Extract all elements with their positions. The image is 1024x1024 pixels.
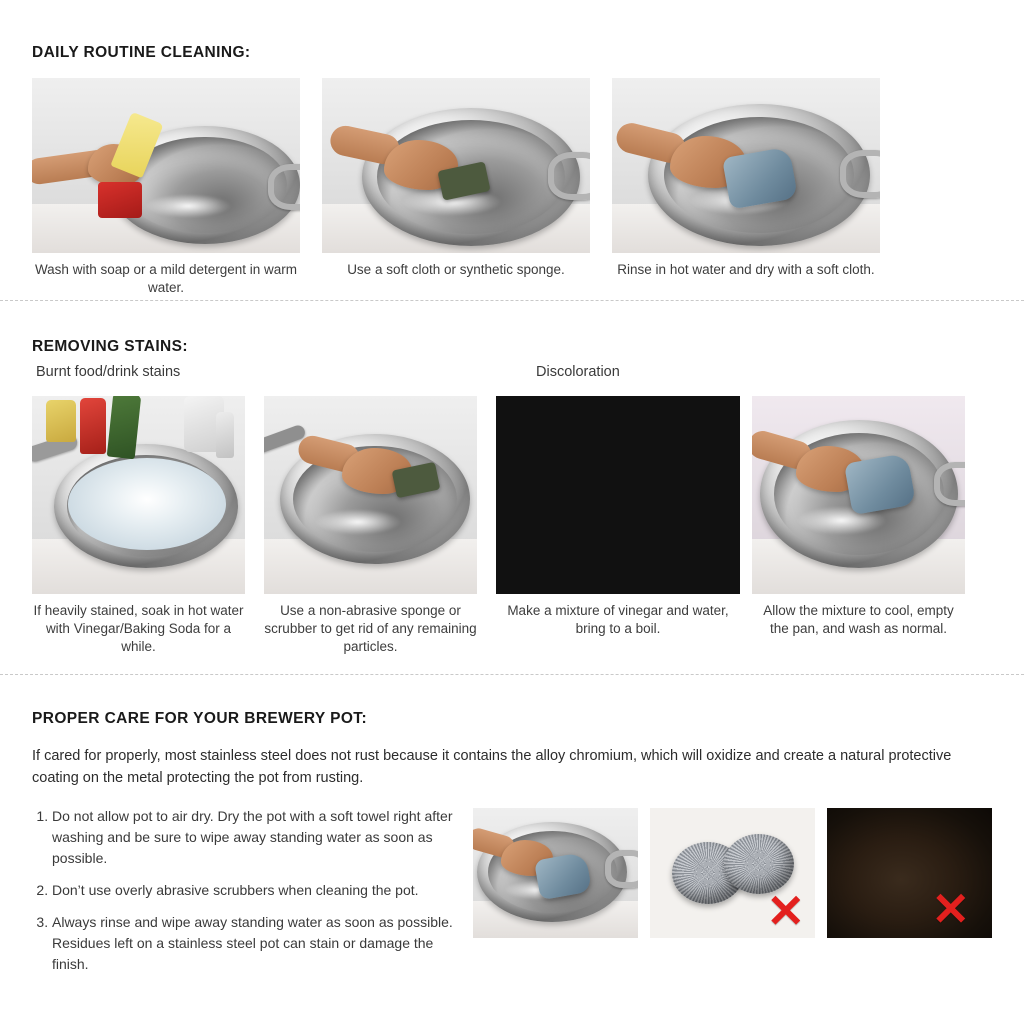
pan-scrubbed-with-sponge-image xyxy=(264,396,477,594)
pan-with-sponge-image xyxy=(322,78,590,253)
proper-care-photos xyxy=(473,806,992,986)
steel-wool-scrubbers-image xyxy=(650,808,815,938)
stain-step-1-caption: If heavily stained, soak in hot water with Vinegar/Baking Soda for a while. xyxy=(33,603,244,655)
pan-handle xyxy=(605,850,638,888)
removing-stains-heading: REMOVING STAINS: xyxy=(32,338,188,355)
daily-step-2-caption: Use a soft cloth or synthetic sponge. xyxy=(347,262,565,277)
daily-routine-steps xyxy=(32,78,992,297)
daily-step-3-caption: Rinse in hot water and dry with a soft cloth. xyxy=(617,262,875,277)
detergent-bottle-red-label xyxy=(98,182,142,218)
red-x-icon: ✕ xyxy=(766,884,805,937)
pan-handle xyxy=(268,164,300,210)
daily-routine-heading: DAILY ROUTINE CLEANING: xyxy=(32,44,251,61)
proper-care-content xyxy=(32,806,992,986)
water-in-pan xyxy=(68,458,226,550)
care-tip-2: 2. Don’t use overly abrasive scrubbers when cleaning the pot. xyxy=(52,880,455,901)
care-tip-1: 1. Do not allow pot to air dry. Dry the pot with a soft towel right after washing and be sure to wipe away standing water as soon as possible. xyxy=(52,806,455,869)
drying-pan-with-cloth-image xyxy=(473,808,638,938)
stain-step-2-caption: Use a non-abrasive sponge or scrubber to get rid of any remaining particles. xyxy=(264,603,477,655)
pan-with-blue-cloth-image xyxy=(612,78,880,253)
vinegar-bottle-red xyxy=(80,398,106,454)
proper-care-section xyxy=(32,710,992,986)
removing-stains-section xyxy=(32,338,992,657)
baking-soda-box xyxy=(46,400,76,442)
pan-handle xyxy=(548,152,590,200)
pan-handle xyxy=(934,462,965,506)
daily-step-1 xyxy=(32,78,300,297)
care-tip-3: 3. Always rinse and wipe away standing water as soon as possible. Residues left on a stainless steel pot can stain or damage the finish. xyxy=(52,912,455,975)
burnt-stains-subheading: Burnt food/drink stains xyxy=(36,364,181,380)
pan-soaking-with-vinegar-and-baking-soda-image xyxy=(32,396,245,594)
daily-routine-section xyxy=(32,44,992,297)
pan-glint xyxy=(144,194,231,218)
pan-wiped-with-blue-cloth-image xyxy=(752,396,965,594)
proper-care-heading: PROPER CARE FOR YOUR BREWERY POT: xyxy=(32,710,368,727)
proper-care-tips xyxy=(32,806,455,986)
stain-step-2 xyxy=(264,396,477,657)
proper-care-intro: If cared for properly, most stainless steel does not rust because it contains the alloy chromium, which will oxidize and create a natural protective coating on the metal protecting the pot from rusting. xyxy=(32,748,952,786)
pouring-stream xyxy=(216,412,234,458)
stain-step-3-caption: Make a mixture of vinegar and water, bring to a boil. xyxy=(507,603,729,637)
burnt-stained-pan-image xyxy=(827,808,992,938)
divider-1 xyxy=(0,300,1024,301)
boiling-vinegar-water-mixture-image xyxy=(496,396,740,594)
pan-with-detergent-bottle-image xyxy=(32,78,300,253)
stain-step-1 xyxy=(32,396,245,657)
stain-step-3 xyxy=(496,396,729,638)
daily-step-2 xyxy=(322,78,590,297)
discoloration-subheading: Discoloration xyxy=(536,364,620,380)
divider-2 xyxy=(0,674,1024,675)
stain-step-4-caption: Allow the mixture to cool, empty the pan, and wash as normal. xyxy=(763,603,954,637)
pan-handle xyxy=(840,150,880,198)
red-x-icon: ✕ xyxy=(931,882,970,935)
stain-step-4 xyxy=(752,396,965,638)
daily-step-1-caption: Wash with soap or a mild detergent in warm water. xyxy=(34,262,298,296)
daily-step-3 xyxy=(612,78,880,297)
dark-pot-interior xyxy=(496,396,740,594)
removing-stains-steps xyxy=(32,396,992,657)
